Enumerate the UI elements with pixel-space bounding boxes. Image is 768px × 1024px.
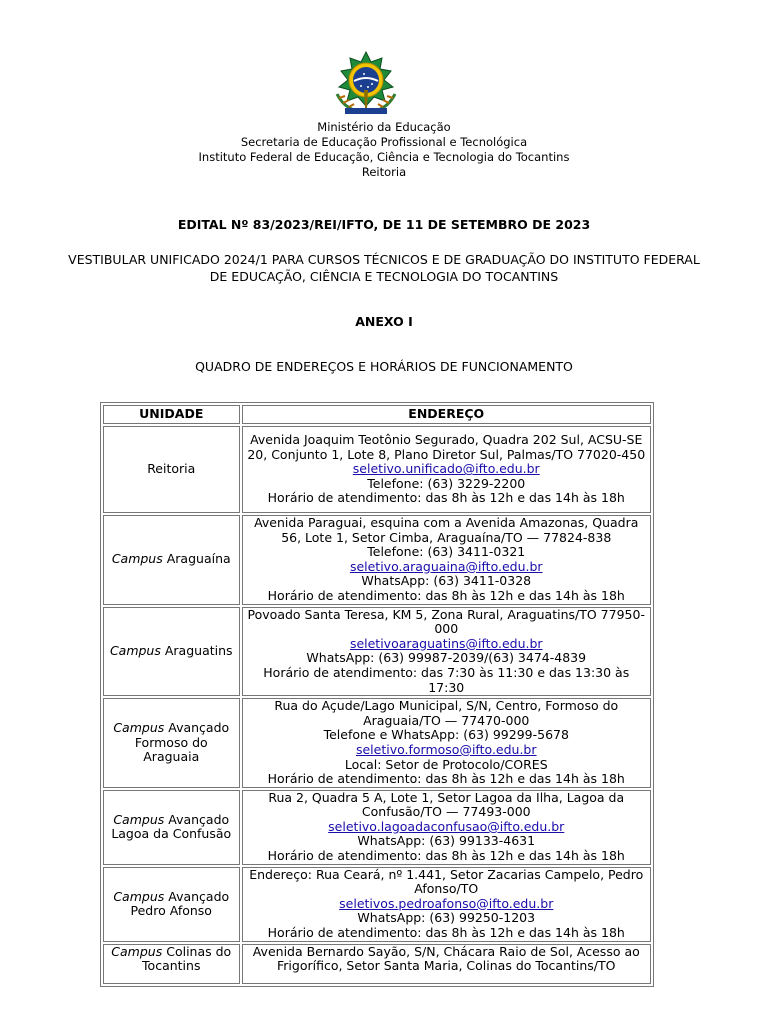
unit-name: Araguaína	[166, 551, 231, 567]
address-text: Avenida Paraguai, esquina com a Avenida Amazonas, Quadra 56, Lote 1, Setor Cimba, Araguaína/TO — 77824-838	[254, 515, 639, 545]
contact-text: WhatsApp: (63) 99133-4631	[357, 833, 536, 849]
table-row	[103, 867, 651, 942]
address-cell	[242, 515, 652, 605]
address-cell	[242, 944, 652, 984]
address-cell	[242, 426, 652, 513]
email-link[interactable]: seletivo.lagoadaconfusao@ifto.edu.br	[328, 818, 565, 834]
secretariat-line: Secretaria de Educação Profissional e Tecnológica	[240, 135, 528, 149]
email-link[interactable]: seletivo.formoso@ifto.edu.br	[355, 741, 537, 757]
unit-prefix: Campus	[113, 888, 165, 904]
email-link[interactable]: seletivo.unificado@ifto.edu.br	[352, 461, 540, 477]
unit-name: Avançado Pedro Afonso	[130, 888, 230, 919]
table-row	[103, 944, 651, 984]
unit-name: Avançado Lagoa da Confusão	[111, 811, 232, 842]
unit-cell	[103, 515, 240, 605]
hours-text: Horário de atendimento: das 8h às 12h e das 14h às 18h	[267, 848, 625, 864]
table-row	[103, 790, 651, 865]
hours-text: Horário de atendimento: das 7:30 às 11:30 e das 13:30 às 17:30	[263, 664, 630, 695]
table-header-row	[103, 405, 651, 424]
phone-text: Telefone: (63) 3411-0321	[367, 544, 526, 560]
address-text: Endereço: Rua Ceará, nº 1.441, Setor Zacarias Campelo, Pedro Afonso/TO	[249, 866, 644, 897]
address-text: Avenida Bernardo Sayão, S/N, Chácara Raio de Sol, Acesso ao Frigorífico, Setor Santa Maria, Colinas do Tocantins/TO	[252, 943, 640, 974]
address-cell	[242, 698, 652, 788]
header-address: ENDEREÇO	[242, 405, 652, 424]
office-line: Reitoria	[361, 165, 407, 179]
addresses-table-wrapper	[100, 402, 654, 990]
unit-prefix: Campus	[113, 720, 165, 736]
ministry-line: Ministério da Educação	[317, 120, 451, 134]
unit-cell	[103, 698, 240, 788]
contact-text: Telefone: (63) 3229-2200	[367, 475, 526, 491]
address-cell	[242, 790, 652, 865]
unit-name: Reitoria	[147, 461, 196, 477]
unit-cell	[103, 607, 240, 697]
unit-name: Araguatins	[164, 643, 233, 659]
unit-name: Colinas do Tocantins	[142, 943, 232, 974]
annex-label: ANEXO I	[355, 314, 413, 329]
edital-title: EDITAL Nº 83/2023/REI/IFTO, DE 11 DE SETEMBRO DE 2023	[177, 217, 591, 232]
header-unit: UNIDADE	[103, 405, 240, 424]
coat-of-arms-icon	[331, 50, 401, 116]
table-title: QUADRO DE ENDEREÇOS E HORÁRIOS DE FUNCIONAMENTO	[195, 359, 573, 374]
address-cell	[242, 607, 652, 697]
table-row	[103, 426, 651, 513]
unit-cell	[103, 790, 240, 865]
unit-cell	[103, 867, 240, 942]
table-row	[103, 607, 651, 697]
contact-text: WhatsApp: (63) 3411-0328	[361, 573, 532, 589]
hours-text: Horário de atendimento: das 8h às 12h e das 14h às 18h	[267, 771, 625, 787]
unit-cell	[103, 426, 240, 513]
institution-header	[0, 120, 768, 180]
address-text: Rua 2, Quadra 5 A, Lote 1, Setor Lagoa da Ilha, Lagoa da Confusão/TO — 77493-000	[268, 789, 625, 820]
unit-prefix: Campus	[111, 551, 163, 567]
email-link[interactable]: seletivo.araguaina@ifto.edu.br	[349, 558, 543, 574]
hours-text: Horário de atendimento: das 8h às 12h e das 14h às 18h	[267, 925, 625, 941]
email-link[interactable]: seletivoaraguatins@ifto.edu.br	[349, 635, 543, 651]
unit-prefix: Campus	[111, 943, 163, 959]
unit-name: Avançado Formoso do Araguaia	[134, 720, 230, 765]
unit-cell	[103, 944, 240, 984]
table-row	[103, 515, 651, 605]
institute-line: Instituto Federal de Educação, Ciência e Tecnologia do Tocantins	[198, 150, 570, 164]
address-text: Povoado Santa Teresa, KM 5, Zona Rural, Araguatins/TO 77950-000	[247, 606, 645, 637]
address-text: Rua do Açude/Lago Municipal, S/N, Centro, Formoso do Araguaia/TO — 77470-000	[274, 698, 619, 728]
table-row	[103, 698, 651, 788]
unit-prefix: Campus	[113, 811, 165, 827]
addresses-table	[100, 402, 654, 987]
email-link[interactable]: seletivos.pedroafonso@ifto.edu.br	[339, 895, 554, 911]
unit-prefix: Campus	[109, 643, 161, 659]
contact-text: WhatsApp: (63) 99250-1203	[357, 910, 536, 926]
hours-text: Horário de atendimento: das 8h às 12h e das 14h às 18h	[267, 587, 625, 603]
edital-subtitle: VESTIBULAR UNIFICADO 2024/1 PARA CURSOS TÉCNICOS E DE GRADUAÇÃO DO INSTITUTO FEDERAL DE EDUCAÇÃO, CIÊNCIA E TECNOLOGIA DO TOCANTINS	[68, 252, 700, 284]
contact-text: WhatsApp: (63) 99987-2039/(63) 3474-4839	[306, 650, 587, 666]
hours-text: Horário de atendimento: das 8h às 12h e das 14h às 18h	[267, 490, 625, 506]
phone-text: Telefone e WhatsApp: (63) 99299-5678	[323, 727, 569, 743]
address-cell	[242, 867, 652, 942]
location-text: Local: Setor de Protocolo/CORES	[344, 756, 548, 772]
address-text: Avenida Joaquim Teotônio Segurado, Quadra 202 Sul, ACSU-SE 20, Conjunto 1, Lote 8, Plano Diretor Sul, Palmas/TO 77020-450	[247, 432, 646, 462]
